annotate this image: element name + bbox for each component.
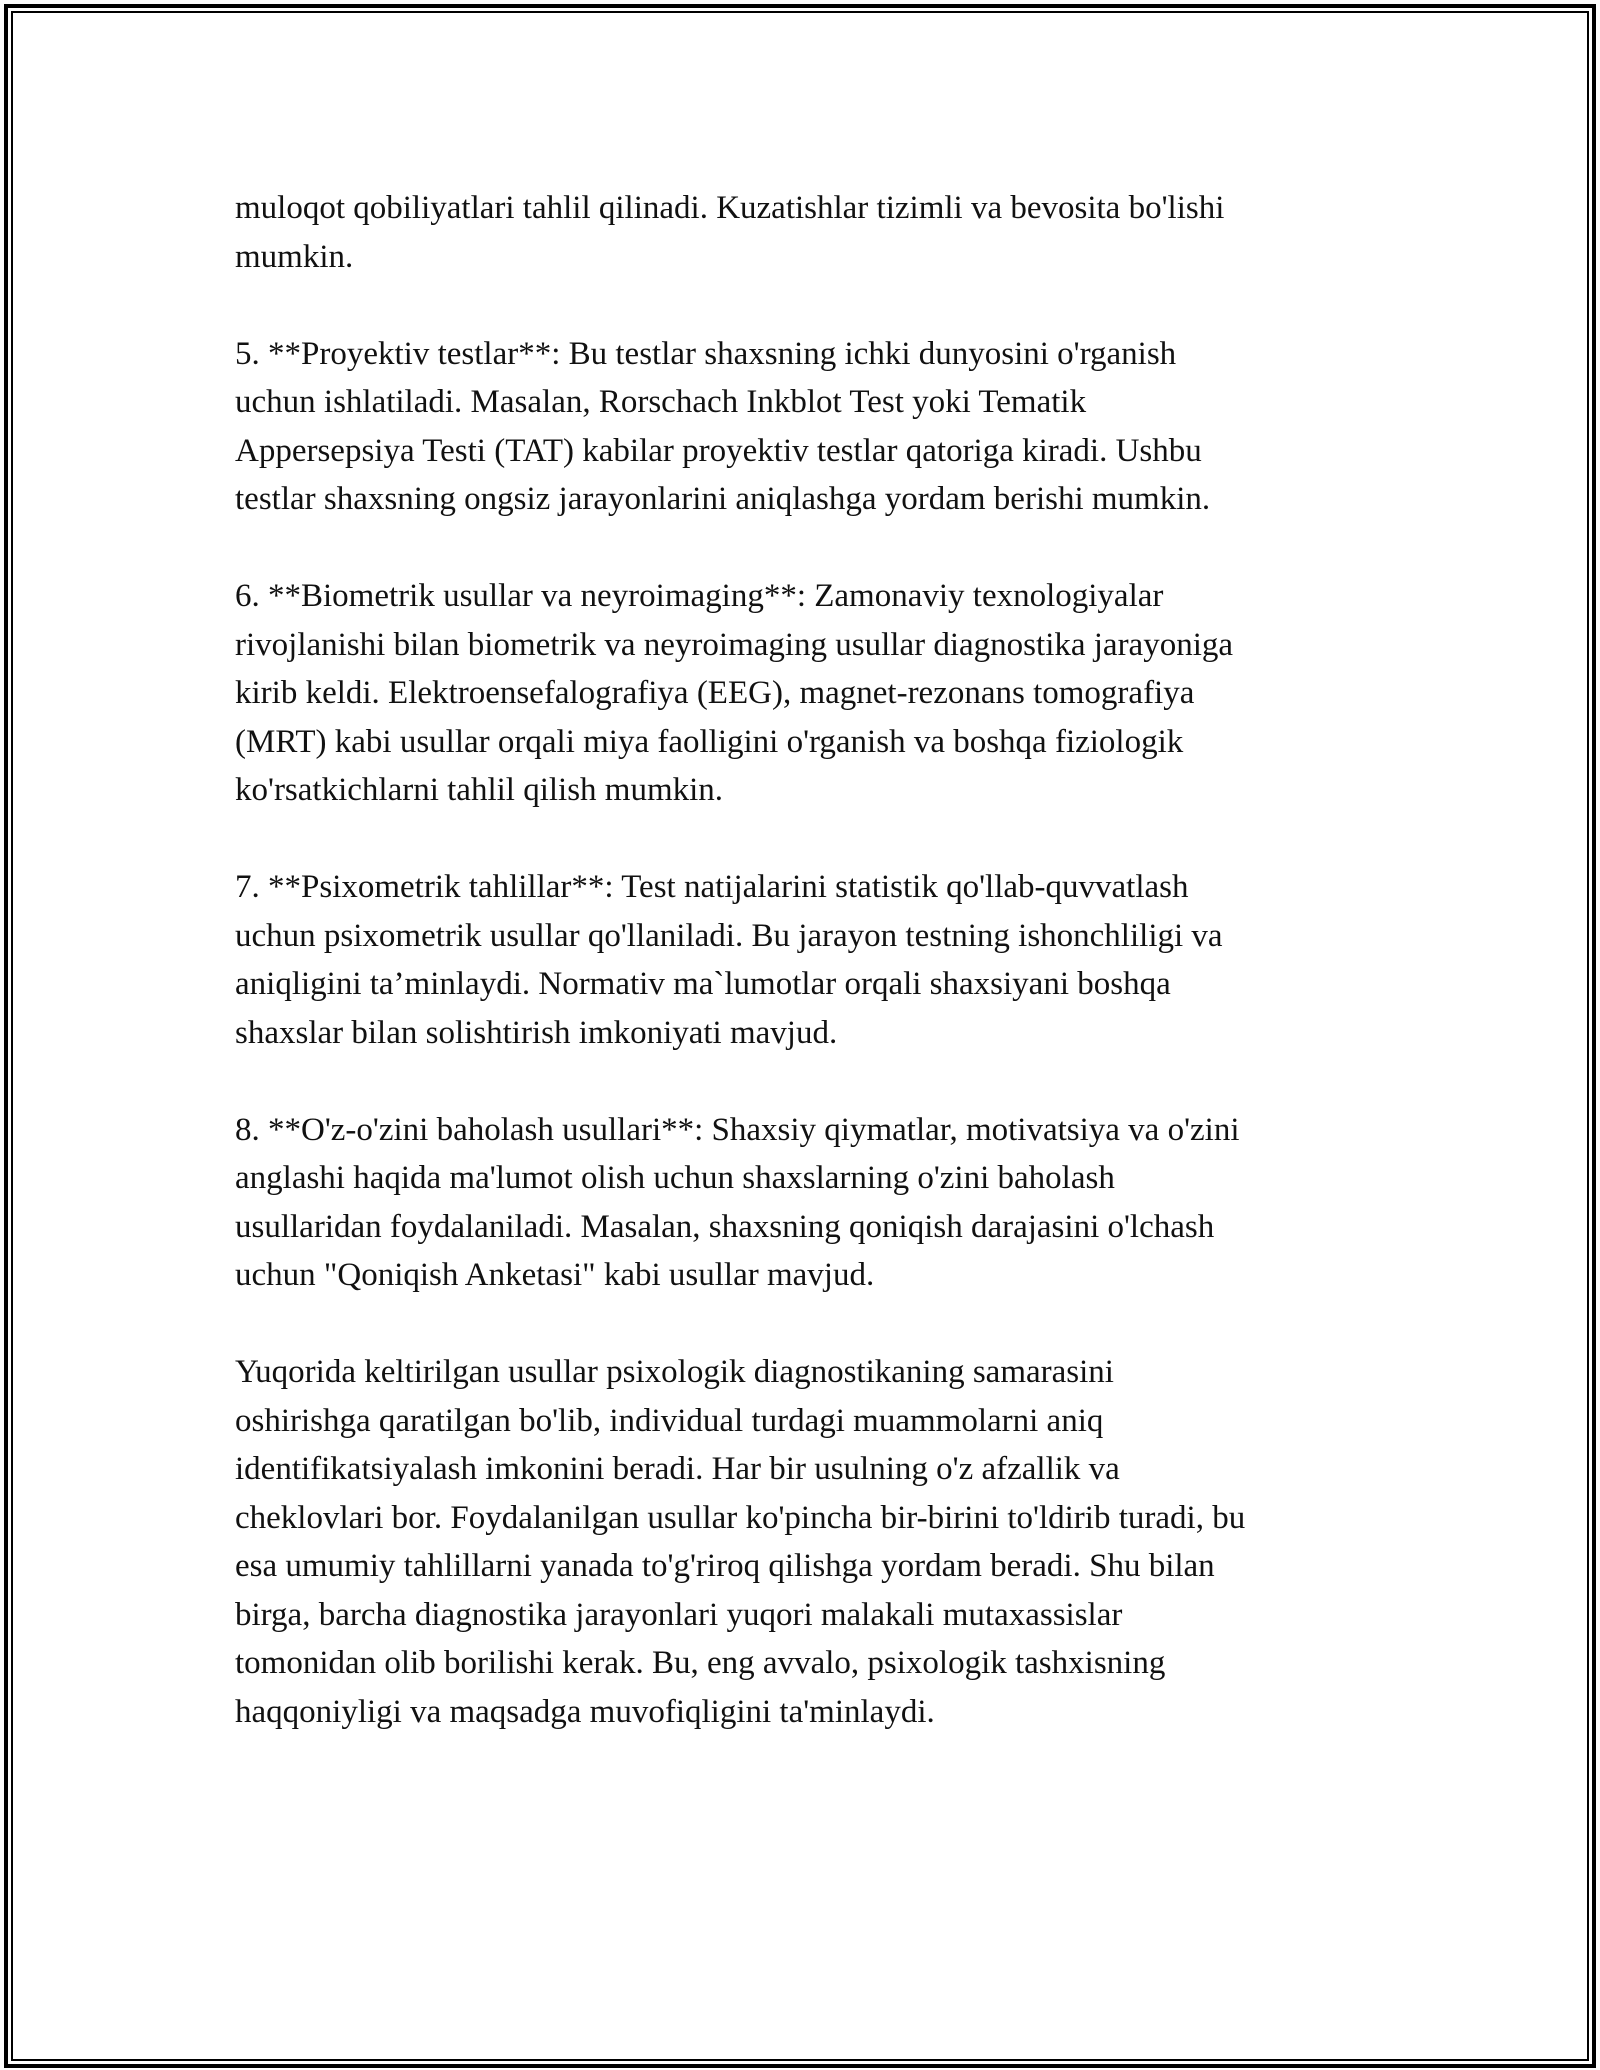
text-line: cheklovlari bor. Foydalanilgan usullar ko'pincha bir-birini to'ldirib turadi, bu	[235, 1499, 1246, 1536]
text-line: haqqoniyligi va maqsadga muvofiqligini ta'minlaydi.	[235, 1693, 935, 1730]
text-line: testlar shaxsning ongsiz jarayonlarini aniqlashga yordam berishi mumkin.	[235, 481, 1211, 517]
document-body	[235, 184, 1365, 1785]
text-line: 7. **Psixometrik tahlillar**: Test natijalarini statistik qo'llab-quvvatlash	[235, 869, 1189, 905]
text-line: ko'rsatkichlarni tahlil qilish mumkin.	[235, 772, 724, 808]
text-line: 8. **O'z-o'zini baholash usullari**: Shaxsiy qiymatlar, motivatsiya va o'zini	[235, 1111, 1240, 1148]
text-line: identifikatsiyalash imkonini beradi. Har bir usulning o'z afzallik va	[235, 1451, 1120, 1487]
text-line: oshirishga qaratilgan bo'lib, individual turdagi muammolarni aniq	[235, 1402, 1104, 1439]
text-line: usullaridan foydalaniladi. Masalan, shaxsning qoniqish darajasini o'lchash	[235, 1208, 1215, 1245]
text-line: shaxslar bilan solishtirish imkoniyati mavjud.	[235, 1014, 838, 1051]
paragraph-conclusion	[235, 1348, 1365, 1736]
text-line: anglashi haqida ma'lumot olish uchun shaxslarning o'zini baholash	[235, 1160, 1115, 1196]
text-line: birga, barcha diagnostika jarayonlari yuqori malakali mutaxassislar	[235, 1596, 1123, 1633]
text-line: aniqligini ta’minlaydi. Normativ ma`lumotlar orqali shaxsiyani boshqa	[235, 966, 1171, 1002]
text-line: 5. **Proyektiv testlar**: Bu testlar shaxsning ichki dunyosini o'rganish	[235, 335, 1177, 372]
paragraph-observation-continuation	[235, 184, 1365, 281]
paragraph-item-6-biometric-methods	[235, 572, 1365, 815]
paragraph-item-5-projective-tests	[235, 330, 1365, 524]
paragraph-item-8-self-assessment	[235, 1106, 1365, 1300]
text-line: uchun psixometrik usullar qo'llaniladi. Bu jarayon testning ishonchliligi va	[235, 917, 1223, 954]
text-line: muloqot qobiliyatlari tahlil qilinadi. Kuzatishlar tizimli va bevosita bo'lishi	[235, 190, 1225, 226]
text-line: uchun ishlatiladi. Masalan, Rorschach Inkblot Test yoki Tematik	[235, 384, 1087, 420]
text-line: esa umumiy tahlillarni yanada to'g'riroq qilishga yordam beradi. Shu bilan	[235, 1548, 1215, 1584]
text-line: 6. **Biometrik usullar va neyroimaging**: Zamonaviy texnologiyalar	[235, 578, 1164, 614]
text-line: (MRT) kabi usullar orqali miya faolligini o'rganish va boshqa fiziologik	[235, 723, 1184, 760]
text-line: Yuqorida keltirilgan usullar psixologik diagnostikaning samarasini	[235, 1354, 1114, 1390]
text-line: tomonidan olib borilishi kerak. Bu, eng avvalo, psixologik tashxisning	[235, 1645, 1166, 1681]
text-line: Appersepsiya Testi (TAT) kabilar proyektiv testlar qatoriga kiradi. Ushbu	[235, 432, 1202, 469]
text-line: kirib keldi. Elektroensefalografiya (EEG), magnet-rezonans tomografiya	[235, 675, 1195, 711]
text-line: rivojlanishi bilan biometrik va neyroimaging usullar diagnostika jarayoniga	[235, 626, 1234, 663]
paragraph-item-7-psychometric-analysis	[235, 863, 1365, 1057]
text-line: mumkin.	[235, 238, 354, 275]
text-line: uchun "Qoniqish Anketasi" kabi usullar mavjud.	[235, 1257, 875, 1293]
